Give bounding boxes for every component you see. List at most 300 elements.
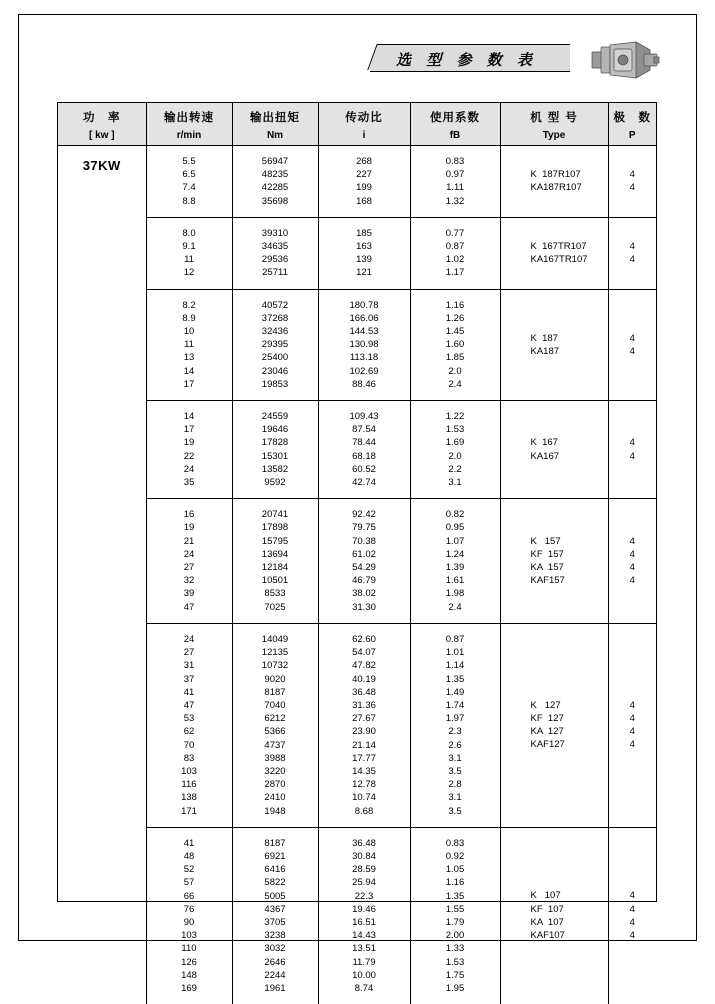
type-label: KAF107 [501,929,608,942]
table-row-cell: 47 [147,699,232,712]
table-row-cell: 88.46 [319,378,410,391]
table-row-cell: 2.2 [411,463,500,476]
pole-value: 4 [609,712,657,725]
table-row-cell: 139 [319,253,410,266]
table-row-cell: 14.35 [319,765,410,778]
table-row-cell: 21.14 [319,739,410,752]
table-row-cell: 102.69 [319,365,410,378]
table-row-cell: 185 [319,227,410,240]
table-row-cell: 70 [147,739,232,752]
table-row-cell: 40572 [233,299,318,312]
data-group [233,146,318,218]
type-label: K 187 [501,332,608,345]
data-group [319,290,410,401]
table-row-cell: 8.68 [319,805,410,818]
table-row-cell: 19646 [233,423,318,436]
torque-column [232,146,318,1004]
table-row-cell: 10 [147,325,232,338]
table-row-cell: 227 [319,168,410,181]
table-row-cell: 1.95 [411,982,500,995]
table-row-cell: 23046 [233,365,318,378]
table-row-cell: 169 [147,982,232,995]
data-group [411,290,500,401]
table-row-cell: 28.59 [319,863,410,876]
table-row-cell: 24 [147,633,232,646]
table-row-cell: 56947 [233,155,318,168]
type-label: KAF127 [501,738,608,751]
table-row-cell: 21 [147,535,232,548]
table-row-cell: 148 [147,969,232,982]
type-label: K 107 [501,889,608,902]
table-row-cell: 15301 [233,450,318,463]
pole-value: 4 [609,903,657,916]
table-row-cell: 0.82 [411,508,500,521]
table-row-cell: 1.33 [411,942,500,955]
table-row-cell: 1.05 [411,863,500,876]
table-row-cell: 2.00 [411,929,500,942]
table-row-cell: 1.14 [411,659,500,672]
table-row-cell: 12135 [233,646,318,659]
table-row-cell: 17 [147,423,232,436]
pole-value: 4 [609,929,657,942]
table-row-cell: 12184 [233,561,318,574]
table-row-cell: 3.1 [411,791,500,804]
data-group [319,828,410,1004]
power-cell [58,146,146,1004]
col-output-speed: 输出转速 r/min [146,103,232,146]
data-group [147,624,232,828]
table-row-cell: 163 [319,240,410,253]
table-row-cell: 2.0 [411,365,500,378]
col-service-factor: 使用系数 fB [410,103,500,146]
table-row-cell: 29536 [233,253,318,266]
table-row-cell: 9.1 [147,240,232,253]
table-row-cell: 1961 [233,982,318,995]
power-value: 37KW [58,158,146,173]
table-row-cell: 2.6 [411,739,500,752]
data-group [319,218,410,290]
type-label: KF 107 [501,903,608,916]
table-row-cell: 103 [147,765,232,778]
pole-value: 4 [609,548,657,561]
table-row-cell: 9020 [233,673,318,686]
table-row-cell: 3.5 [411,805,500,818]
poles-group [609,828,657,1004]
table-row-cell: 19 [147,521,232,534]
table-row-cell: 5822 [233,876,318,889]
table-row-cell: 8.74 [319,982,410,995]
pole-value: 4 [609,240,657,253]
pole-value: 4 [609,168,657,181]
table-row-cell: 15795 [233,535,318,548]
table-row-cell: 199 [319,181,410,194]
table-row-cell: 12.78 [319,778,410,791]
pole-value: 4 [609,738,657,751]
table-row-cell: 25.94 [319,876,410,889]
pole-value: 4 [609,436,657,449]
table-row-cell: 1.32 [411,195,500,208]
type-label: K 187R107 [501,168,608,181]
table-row-cell: 13582 [233,463,318,476]
type-label: K 157 [501,535,608,548]
table-row-cell: 3705 [233,916,318,929]
data-group [233,624,318,828]
table-row-cell: 9592 [233,476,318,489]
table-row-cell: 1.60 [411,338,500,351]
table-row-cell: 60.52 [319,463,410,476]
table-row-cell: 2646 [233,956,318,969]
table-row-cell: 48 [147,850,232,863]
table-row-cell: 1.79 [411,916,500,929]
table-row-cell: 47 [147,601,232,614]
table-row-cell: 42.74 [319,476,410,489]
type-label: KA 157 [501,561,608,574]
table-row-cell: 1.45 [411,325,500,338]
type-label: KA 127 [501,725,608,738]
table-row-cell: 17828 [233,436,318,449]
table-row-cell: 6921 [233,850,318,863]
type-group [501,290,608,401]
data-group [411,401,500,499]
table-row-cell: 1.74 [411,699,500,712]
table-row-cell: 78.44 [319,436,410,449]
gearbox-icon [588,38,660,82]
poles-group [609,624,657,828]
data-group [319,499,410,624]
table-row-cell: 34635 [233,240,318,253]
col-type: 机 型 号 Type [500,103,608,146]
table-row-cell: 7040 [233,699,318,712]
table-row-cell: 16.51 [319,916,410,929]
table-row-cell: 17 [147,378,232,391]
table-row-cell: 24 [147,463,232,476]
poles-group [609,401,657,499]
table-row-cell: 92.42 [319,508,410,521]
type-label: KAF157 [501,574,608,587]
pole-value: 4 [609,916,657,929]
table-row-cell: 57 [147,876,232,889]
table-row-cell: 41 [147,686,232,699]
col-power: 功 率 [ kw ] [58,103,146,146]
table-row-cell: 1.53 [411,423,500,436]
table-row-cell: 76 [147,903,232,916]
table-row-cell: 138 [147,791,232,804]
table-row-cell: 62 [147,725,232,738]
table-row-cell: 116 [147,778,232,791]
table-row-cell: 166.06 [319,312,410,325]
table-row-cell: 14 [147,365,232,378]
type-label: KA167 [501,450,608,463]
table-row-cell: 0.83 [411,837,500,850]
table-row-cell: 1.02 [411,253,500,266]
pole-value: 4 [609,332,657,345]
table-row-cell: 2.4 [411,601,500,614]
type-label: K 167 [501,436,608,449]
table-row-cell: 16 [147,508,232,521]
poles-group [609,499,657,624]
type-group [501,624,608,828]
table-row-cell: 0.95 [411,521,500,534]
table-row-cell: 11 [147,338,232,351]
table-row-cell: 1.17 [411,266,500,279]
type-label: KA 107 [501,916,608,929]
data-group [411,624,500,828]
table-row-cell: 1.69 [411,436,500,449]
type-label: KF 127 [501,712,608,725]
table-row-cell: 19853 [233,378,318,391]
table-row-cell: 103 [147,929,232,942]
table-row-cell: 6416 [233,863,318,876]
table-row-cell: 14 [147,410,232,423]
poles-group [609,146,657,218]
pole-value: 4 [609,725,657,738]
type-label: K 167TR107 [501,240,608,253]
table-row-cell: 3238 [233,929,318,942]
data-group [319,146,410,218]
table-row-cell: 31.30 [319,601,410,614]
table-row-cell: 1.55 [411,903,500,916]
pole-value: 4 [609,574,657,587]
table-row-cell: 2870 [233,778,318,791]
table-row-cell: 54.29 [319,561,410,574]
poles-group [609,290,657,401]
col-poles: 极 数 P [608,103,656,146]
table-row-cell: 10501 [233,574,318,587]
table-row-cell: 1.75 [411,969,500,982]
table-row-cell: 8.8 [147,195,232,208]
data-group [147,499,232,624]
data-group [411,146,500,218]
data-group [147,828,232,1004]
table-row-cell: 37268 [233,312,318,325]
poles-column [608,146,656,1004]
data-group [233,218,318,290]
type-group [501,828,608,1004]
table-row-cell: 11 [147,253,232,266]
data-group [233,401,318,499]
table-row-cell: 2410 [233,791,318,804]
table-row-cell: 8187 [233,837,318,850]
data-group [233,290,318,401]
table-row-cell: 121 [319,266,410,279]
table-row-cell: 0.77 [411,227,500,240]
table-row-cell: 24559 [233,410,318,423]
data-group [147,218,232,290]
type-group [501,499,608,624]
table-row-cell: 32 [147,574,232,587]
table-row-cell: 1.61 [411,574,500,587]
table-row-cell: 1.53 [411,956,500,969]
table-row-cell: 25400 [233,351,318,364]
selection-parameters-table [57,102,657,902]
table-row-cell: 30.84 [319,850,410,863]
table-row-cell: 1.26 [411,312,500,325]
table-row-cell: 1.16 [411,299,500,312]
pole-value: 4 [609,345,657,358]
data-group [147,401,232,499]
table-row-cell: 144.53 [319,325,410,338]
table-row-cell: 83 [147,752,232,765]
ratio-column [318,146,410,1004]
table-row-cell: 68.18 [319,450,410,463]
pole-value: 4 [609,699,657,712]
table-row-cell: 12 [147,266,232,279]
table-row-cell: 0.92 [411,850,500,863]
type-column [500,146,608,1004]
table-row-cell: 1.07 [411,535,500,548]
table-row-cell: 53 [147,712,232,725]
table-row-cell: 168 [319,195,410,208]
table-row-cell: 1.11 [411,181,500,194]
type-label: K 127 [501,699,608,712]
table-row-cell: 22 [147,450,232,463]
table-row-cell: 27.67 [319,712,410,725]
type-label: KA187R107 [501,181,608,194]
poles-group [609,218,657,290]
table-row-cell: 40.19 [319,673,410,686]
data-group [233,828,318,1004]
table-row-cell: 8.9 [147,312,232,325]
table-row-cell: 1.35 [411,890,500,903]
table-row-cell: 79.75 [319,521,410,534]
table-row-cell: 1.85 [411,351,500,364]
table-row-cell: 0.87 [411,633,500,646]
data-group [411,499,500,624]
pole-value: 4 [609,889,657,902]
pole-value: 4 [609,561,657,574]
table-row-cell: 27 [147,646,232,659]
table-row-cell: 39 [147,587,232,600]
table-row-cell: 130.98 [319,338,410,351]
fb-column [410,146,500,1004]
data-group [411,218,500,290]
table-row-cell: 25711 [233,266,318,279]
type-label: KF 157 [501,548,608,561]
table-row-cell: 1.01 [411,646,500,659]
table-row-cell: 1.35 [411,673,500,686]
table-row-cell: 31.36 [319,699,410,712]
table-row-cell: 17898 [233,521,318,534]
table-row-cell: 17.77 [319,752,410,765]
table-row-cell: 90 [147,916,232,929]
table-row-cell: 22.3 [319,890,410,903]
table-row-cell: 2244 [233,969,318,982]
table-row-cell: 36.48 [319,686,410,699]
table-row-cell: 13 [147,351,232,364]
table-row-cell: 3988 [233,752,318,765]
table-row-cell: 126 [147,956,232,969]
table-row-cell: 1.97 [411,712,500,725]
table-row-cell: 27 [147,561,232,574]
table-row-cell: 1.49 [411,686,500,699]
page-header [370,38,680,80]
table-row-cell: 87.54 [319,423,410,436]
table-row-cell: 10.74 [319,791,410,804]
col-output-torque: 输出扭矩 Nm [232,103,318,146]
data-group [411,828,500,1004]
table-row-cell: 113.18 [319,351,410,364]
table-row-cell: 3.1 [411,476,500,489]
table-row-cell: 7.4 [147,181,232,194]
table-row-cell: 37 [147,673,232,686]
table-row-cell: 14.43 [319,929,410,942]
table-row-cell: 8.0 [147,227,232,240]
table-row-cell: 3.5 [411,765,500,778]
table-row-cell: 38.02 [319,587,410,600]
type-group [501,401,608,499]
table-row-cell: 35698 [233,195,318,208]
table-row-cell: 47.82 [319,659,410,672]
table-row-cell: 42285 [233,181,318,194]
table-row-cell: 24 [147,548,232,561]
table-row-cell: 2.4 [411,378,500,391]
table-row-cell: 10732 [233,659,318,672]
table-row-cell: 62.60 [319,633,410,646]
table-row-cell: 1.39 [411,561,500,574]
table-row-cell: 6.5 [147,168,232,181]
table-row-cell: 66 [147,890,232,903]
table-row-cell: 13.51 [319,942,410,955]
table-row-cell: 46.79 [319,574,410,587]
table-row-cell: 110 [147,942,232,955]
table-row-cell: 0.83 [411,155,500,168]
pole-value: 4 [609,181,657,194]
type-group [501,218,608,290]
table-row-cell: 5005 [233,890,318,903]
table-row-cell: 11.79 [319,956,410,969]
table-row-cell: 3220 [233,765,318,778]
table-row-cell: 36.48 [319,837,410,850]
table-row-cell: 41 [147,837,232,850]
table-row-cell: 1.16 [411,876,500,889]
table-row-cell: 2.3 [411,725,500,738]
table-row-cell: 20741 [233,508,318,521]
table-row-cell: 109.43 [319,410,410,423]
table-row-cell: 54.07 [319,646,410,659]
table-row-cell: 19.46 [319,903,410,916]
pole-value: 4 [609,450,657,463]
table-row-cell: 0.87 [411,240,500,253]
table-row-cell: 1.98 [411,587,500,600]
table-row-cell: 61.02 [319,548,410,561]
page-title: 选 型 参 数 表 [396,49,537,70]
data-group [233,499,318,624]
table-row-cell: 171 [147,805,232,818]
table-row-cell: 4737 [233,739,318,752]
table-row-cell: 2.0 [411,450,500,463]
data-group [319,624,410,828]
table-row-cell: 48235 [233,168,318,181]
table-row-cell: 5.5 [147,155,232,168]
table-row-cell: 3032 [233,942,318,955]
table-row-cell: 1948 [233,805,318,818]
table-row-cell: 29395 [233,338,318,351]
table-row-cell: 8187 [233,686,318,699]
table-row-cell: 70.38 [319,535,410,548]
table-row-cell: 6212 [233,712,318,725]
table-row-cell: 1.22 [411,410,500,423]
table-row-cell: 7025 [233,601,318,614]
table-row-cell: 19 [147,436,232,449]
table-row-cell: 4367 [233,903,318,916]
type-group [501,146,608,218]
table-row-cell: 23.90 [319,725,410,738]
type-label: KA187 [501,345,608,358]
table-row-cell: 3.1 [411,752,500,765]
table-row-cell: 8533 [233,587,318,600]
table-row-cell: 39310 [233,227,318,240]
table-header-row [58,103,656,146]
